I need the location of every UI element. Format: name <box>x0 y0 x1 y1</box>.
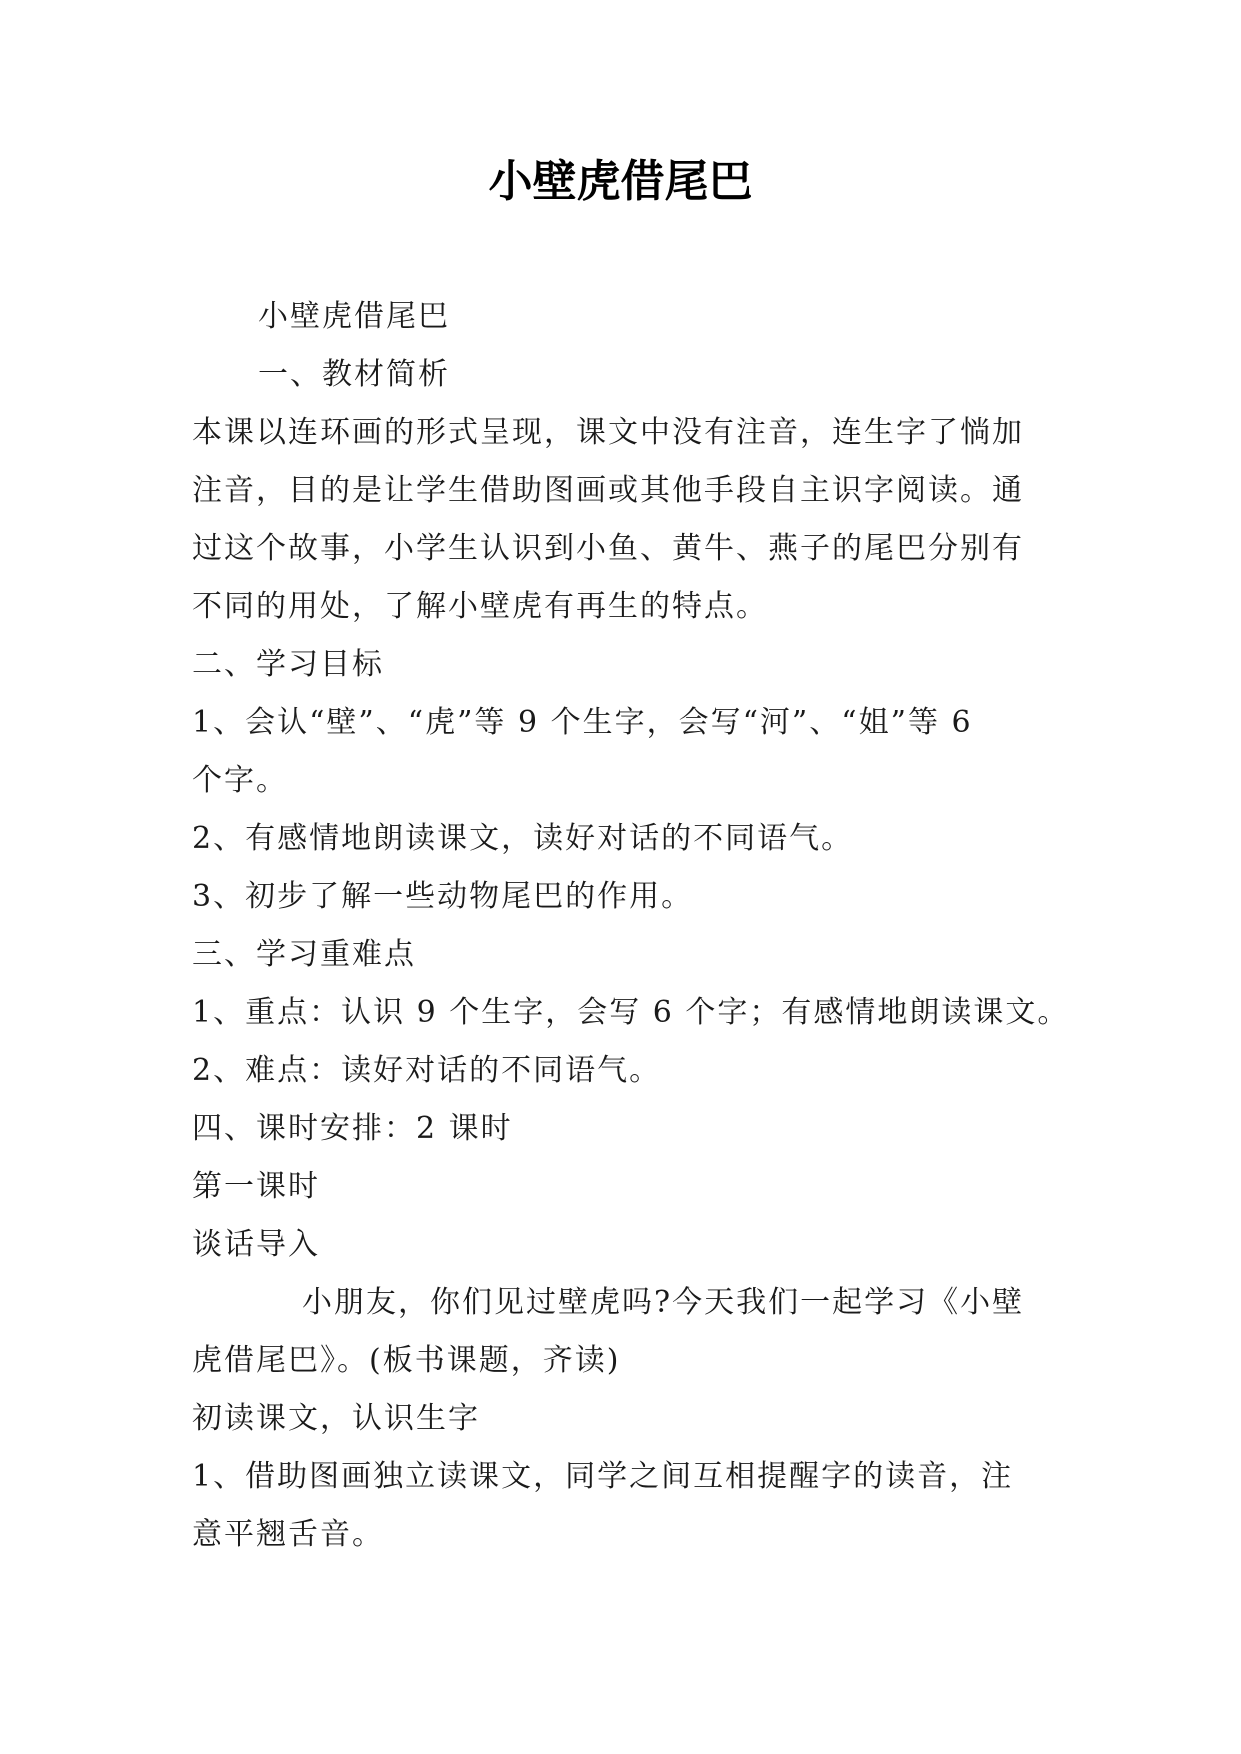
paragraph-line: 小朋友，你们见过壁虎吗?今天我们一起学习《小壁 <box>302 1285 1025 1320</box>
section-heading: 一、教材简析 <box>258 357 450 392</box>
section-heading: 三、学习重难点 <box>192 937 416 972</box>
list-item-line: 1、会认“壁”、“虎”等 9 个生字，会写“河”、“姐”等 6 <box>192 705 973 740</box>
list-item-line: 1、借助图画独立读课文，同学之间互相提醒字的读音，注 <box>192 1459 1014 1494</box>
subtitle-line: 小壁虎借尾巴 <box>258 299 450 334</box>
list-item-line: 2、有感情地朗读课文，读好对话的不同语气。 <box>192 821 854 856</box>
list-item-line: 2、难点：读好对话的不同语气。 <box>192 1053 662 1088</box>
document-title: 小壁虎借尾巴 <box>488 156 753 207</box>
paragraph-line: 不同的用处，了解小壁虎有再生的特点。 <box>192 589 768 624</box>
subsection-heading: 谈话导入 <box>192 1227 320 1262</box>
subsection-heading: 第一课时 <box>192 1169 320 1204</box>
paragraph-line: 过这个故事，小学生认识到小鱼、黄牛、燕子的尾巴分别有 <box>192 531 1024 566</box>
paragraph-line: 本课以连环画的形式呈现，课文中没有注音，连生字了惝加 <box>192 415 1024 450</box>
list-item-line: 3、初步了解一些动物尾巴的作用。 <box>192 879 694 914</box>
document-body <box>192 288 1070 1564</box>
paragraph-line: 注音，目的是让学生借助图画或其他手段自主识字阅读。通 <box>192 473 1024 508</box>
paragraph-line: 虎借尾巴》。(板书课题，齐读) <box>192 1343 621 1378</box>
list-item-line: 意平翘舌音。 <box>192 1517 384 1552</box>
section-heading: 四、课时安排：2 课时 <box>192 1111 513 1146</box>
subsection-heading: 初读课文，认识生字 <box>192 1401 480 1436</box>
section-heading: 二、学习目标 <box>192 647 384 682</box>
list-item-line: 1、重点：认识 9 个生字，会写 6 个字；有感情地朗读课文。 <box>192 995 1070 1030</box>
list-item-line: 个字。 <box>192 763 288 798</box>
